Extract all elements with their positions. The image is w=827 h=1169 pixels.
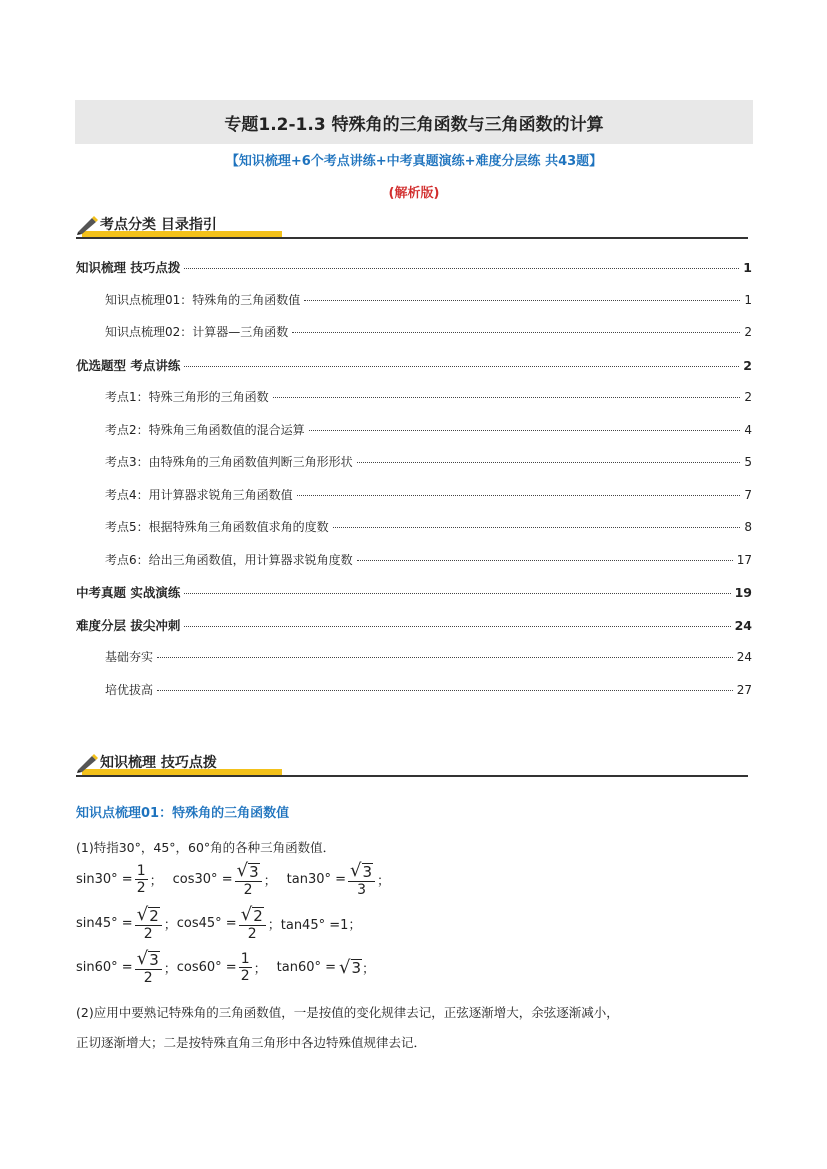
knowledge-point-heading: 知识点梳理01：特殊角的三角函数值	[76, 806, 290, 821]
table-of-contents	[76, 258, 752, 713]
dot-leader	[357, 462, 740, 463]
numerator: 1	[240, 951, 250, 967]
dot-leader	[184, 268, 739, 269]
tan60-label: tan60° =	[276, 960, 337, 975]
toc-entry[interactable]	[76, 616, 752, 649]
sqrt: √ 2	[240, 904, 263, 925]
radicand: 2	[149, 906, 159, 925]
cos45-label: cos45° =	[176, 916, 237, 931]
fraction	[239, 952, 252, 983]
formula-row-30	[76, 862, 390, 897]
radicand: 3	[351, 959, 362, 977]
toc-entry-text: 知识点梳理01：特殊角的三角函数值	[105, 292, 301, 307]
fraction	[135, 906, 162, 941]
toc-entry[interactable]	[76, 421, 752, 454]
toc-entry[interactable]	[76, 356, 752, 389]
dot-leader	[292, 332, 740, 333]
denominator: 2	[243, 882, 253, 898]
sqrt: √ 3	[236, 860, 259, 881]
separator: ；	[163, 918, 177, 933]
separator: ；	[253, 962, 267, 977]
toc-page-number: 5	[744, 455, 752, 469]
toc-entry-text: 中考真题 实战演练	[76, 585, 181, 600]
toc-page-number: 27	[736, 682, 752, 697]
dot-leader	[184, 366, 739, 367]
toc-entry[interactable]	[76, 551, 752, 584]
toc-page-number: 2	[743, 357, 752, 373]
toc-entry[interactable]	[76, 291, 752, 324]
sin60-label: sin60° =	[76, 960, 133, 975]
pen-icon	[76, 214, 100, 236]
dot-leader	[157, 690, 733, 691]
toc-entry[interactable]	[76, 518, 752, 551]
fraction	[239, 906, 266, 941]
toc-entry-text: 考点6：给出三角函数值，用计算器求锐角度数	[105, 552, 353, 567]
dot-leader	[184, 626, 730, 627]
separator: ；	[149, 874, 163, 889]
toc-page-number: 7	[744, 487, 752, 502]
separator: ；	[362, 962, 376, 977]
separator: ；	[263, 874, 277, 889]
denominator: 2	[143, 970, 153, 986]
toc-entry[interactable]	[76, 453, 752, 486]
sin45-label: sin45° =	[76, 916, 133, 931]
toc-page-number: 2	[744, 325, 752, 339]
section-divider	[76, 237, 748, 239]
toc-entry[interactable]	[76, 583, 752, 616]
document-title: 专题1.2-1.3 特殊角的三角函数与三角函数的计算	[75, 100, 753, 144]
toc-entry-text: 知识点梳理02：计算器—三角函数	[105, 325, 289, 339]
denominator: 2	[143, 926, 153, 942]
paragraph-2-line-2: 正切逐渐增大；二是按特殊直角三角形中各边特殊值规律去记．	[76, 1035, 427, 1050]
dot-leader	[304, 300, 740, 301]
version-label: (解析版)	[388, 186, 440, 201]
denominator: 2	[247, 926, 257, 942]
document-subtitle: 【知识梳理+6个考点讲练+中考真题演练+难度分层练 共43题】	[225, 154, 603, 169]
toc-page-number: 1	[744, 292, 752, 307]
toc-entry[interactable]	[76, 323, 752, 356]
separator: ；	[267, 918, 281, 933]
fraction	[235, 862, 262, 897]
toc-entry-text: 考点4：用计算器求锐角三角函数值	[105, 487, 293, 502]
toc-page-number: 4	[744, 422, 752, 437]
toc-entry-text: 培优拔高	[105, 682, 154, 697]
toc-page-number: 17	[736, 552, 752, 567]
dot-leader	[273, 397, 740, 398]
pen-icon	[76, 752, 100, 774]
radicand: 3	[149, 950, 159, 969]
toc-entry-text: 考点2：特殊角三角函数值的混合运算	[105, 422, 305, 437]
paragraph-2-line-1: (2)应用中要熟记特殊角的三角函数值，一是按值的变化规律去记，正弦逐渐增大，余弦逐渐减小，	[76, 1005, 619, 1020]
toc-page-number: 24	[734, 617, 752, 633]
toc-entry[interactable]	[76, 388, 752, 421]
toc-page-number: 8	[744, 520, 752, 534]
section-divider	[76, 775, 748, 777]
cos60-label: cos60° =	[176, 960, 237, 975]
tan30-label: tan30° =	[286, 872, 347, 887]
dot-leader	[333, 527, 740, 528]
toc-entry[interactable]	[76, 486, 752, 519]
radicand: 2	[253, 906, 263, 925]
sqrt: √ 3	[350, 860, 373, 881]
cos30-label: cos30° =	[172, 872, 233, 887]
toc-entry[interactable]	[76, 681, 752, 714]
dot-leader	[297, 495, 740, 496]
knowledge-section-header	[76, 750, 748, 784]
dot-leader	[309, 430, 740, 431]
toc-section-header	[76, 212, 748, 246]
toc-entry-text: 考点1：特殊三角形的三角函数	[105, 390, 269, 404]
toc-entry-text: 考点3：由特殊角的三角函数值判断三角形形状	[105, 455, 353, 469]
toc-entry-text: 基础夯实	[105, 650, 154, 664]
separator: ；	[163, 962, 177, 977]
paragraph-1: (1)特指30°，45°，60°角的各种三角函数值．	[76, 840, 336, 855]
dot-leader	[157, 657, 733, 658]
section-label: 知识梳理 技巧点拨	[100, 755, 217, 771]
toc-page-number: 24	[736, 650, 752, 664]
denominator: 2	[136, 880, 146, 896]
denominator: 3	[357, 882, 366, 898]
tan45-label: tan45° =1；	[280, 918, 362, 933]
toc-entry[interactable]	[76, 258, 752, 291]
toc-page-number: 2	[744, 390, 752, 404]
sqrt: √ 3	[136, 948, 159, 969]
sqrt: √ 2	[136, 904, 159, 925]
formula-row-60	[76, 950, 375, 985]
fraction	[348, 862, 375, 897]
toc-page-number: 19	[734, 585, 752, 600]
sin30-label: sin30° =	[76, 872, 133, 887]
fraction	[135, 950, 162, 985]
fraction	[135, 864, 148, 895]
formula-row-45	[76, 906, 361, 941]
toc-entry-text: 优选题型 考点讲练	[76, 357, 181, 373]
radicand: 3	[362, 862, 373, 881]
radicand: 3	[249, 862, 259, 881]
denominator: 2	[240, 968, 250, 984]
dot-leader	[184, 593, 730, 594]
dot-leader	[357, 560, 733, 561]
separator: ；	[377, 874, 391, 889]
toc-entry[interactable]	[76, 648, 752, 681]
section-label: 考点分类 目录指引	[100, 217, 217, 233]
toc-entry-text: 知识梳理 技巧点拨	[76, 260, 181, 275]
toc-entry-text: 难度分层 拔尖冲刺	[76, 617, 181, 633]
toc-entry-text: 考点5：根据特殊角三角函数值求角的度数	[105, 520, 329, 534]
toc-page-number: 1	[743, 260, 752, 275]
sqrt: √ 3	[339, 956, 362, 978]
numerator: 1	[136, 863, 146, 879]
